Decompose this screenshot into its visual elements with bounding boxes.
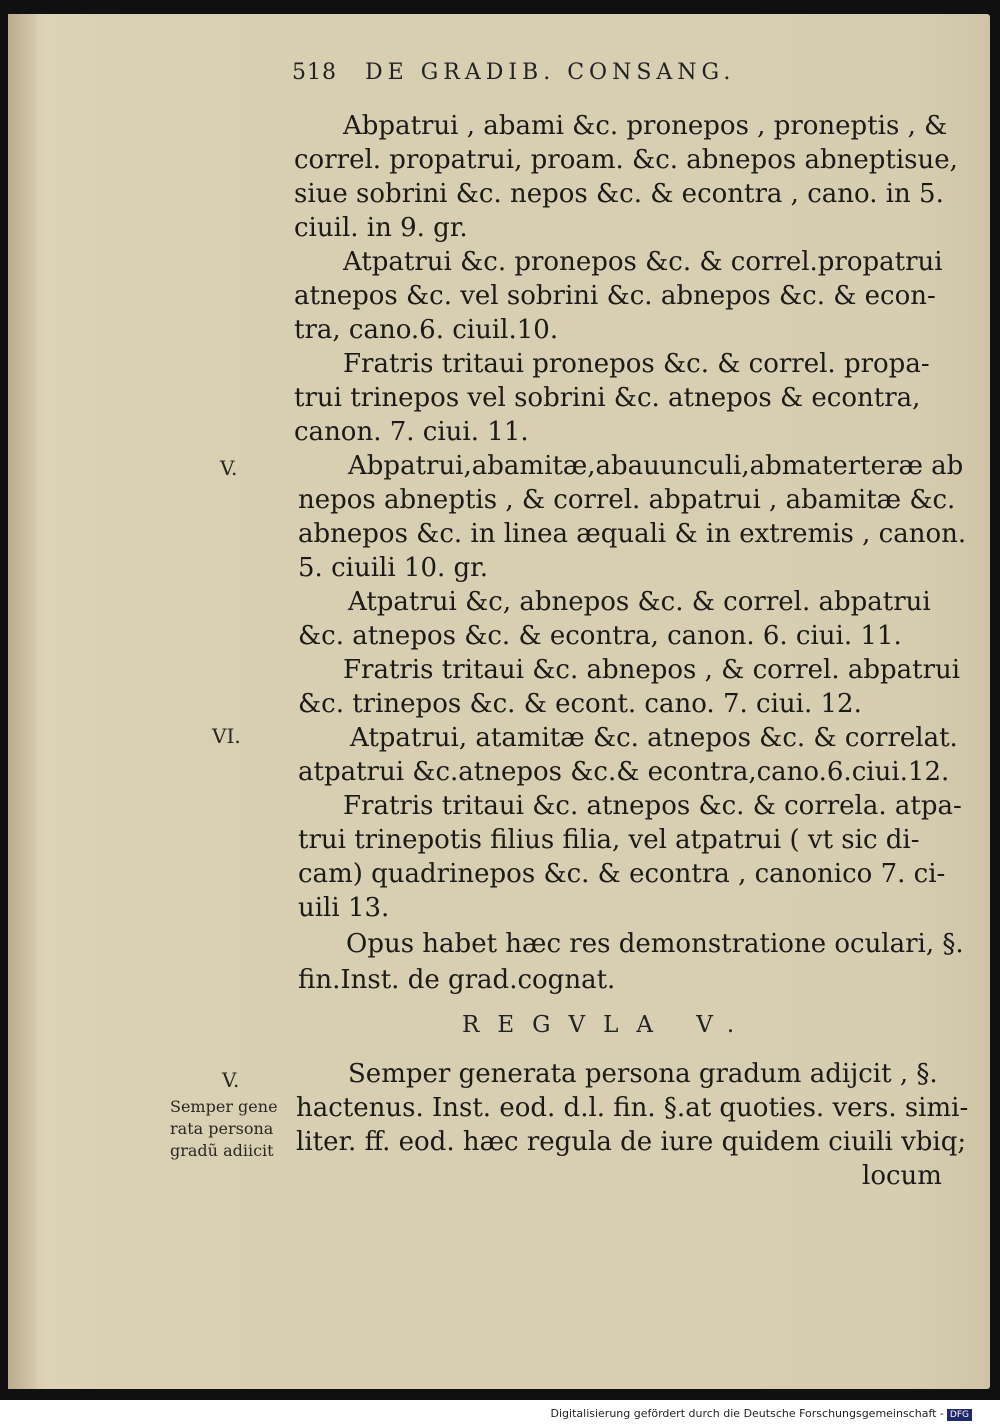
margin-numeral: V. xyxy=(222,1068,240,1092)
footer-credit xyxy=(551,1407,972,1421)
text-line: liter. ff. eod. hæc regula de iure quidem ciuili vbiq; xyxy=(296,1127,967,1157)
text-line: fin.Inst. de grad.cognat. xyxy=(298,965,616,995)
text-line: trui trinepotis filius filia, vel atpatrui ( vt sic di- xyxy=(298,825,920,855)
margin-note-line: Semper gene xyxy=(170,1097,278,1116)
text-line: ciuil. in 9. gr. xyxy=(294,213,468,243)
text-line: &c. trinepos &c. & econt. cano. 7. ciui. 12. xyxy=(298,689,862,719)
text-line: Atpatrui &c, abnepos &c. & correl. abpatrui xyxy=(348,587,931,617)
running-title: DE GRADIB. CONSANG. xyxy=(365,60,736,85)
text-line: abnepos &c. in linea æquali & in extremis , canon. xyxy=(298,519,967,549)
page-number: 518 xyxy=(292,60,337,85)
text-line: atpatrui &c.atnepos &c.& econtra,cano.6.ciui.12. xyxy=(298,757,950,787)
rule-heading: REGVLA V. xyxy=(462,1012,753,1038)
text-line: canon. 7. ciui. 11. xyxy=(294,417,529,447)
margin-note-line: gradũ adiicit xyxy=(170,1141,274,1160)
text-line: correl. propatrui, proam. &c. abnepos abneptisue, xyxy=(294,145,958,175)
text-line: uili 13. xyxy=(298,893,390,923)
text-line: 5. ciuili 10. gr. xyxy=(298,553,488,583)
catchword: locum xyxy=(862,1161,942,1191)
margin-note-line: rata persona xyxy=(170,1119,274,1138)
text-line: &c. atnepos &c. & econtra, canon. 6. ciui. 11. xyxy=(298,621,902,651)
text-line: Abpatrui , abami &c. pronepos , proneptis , & xyxy=(343,111,948,141)
margin-numeral: V. xyxy=(220,456,238,480)
text-line: Opus habet hæc res demonstratione oculari, §. xyxy=(346,929,964,959)
text-line: Fratris tritaui &c. atnepos &c. & correla. atpa- xyxy=(343,791,962,821)
page-gutter xyxy=(8,14,36,1389)
text-line: tra, cano.6. ciuil.10. xyxy=(294,315,559,345)
dfg-logo: DFG xyxy=(947,1409,972,1421)
text-line: hactenus. Inst. eod. d.l. fin. §.at quoties. vers. simi- xyxy=(296,1093,969,1123)
text-line: Fratris tritaui pronepos &c. & correl. propa- xyxy=(343,349,930,379)
footer-text: Digitalisierung gefördert durch die Deutsche Forschungsgemeinschaft - xyxy=(550,1407,944,1420)
margin-numeral: VI. xyxy=(212,724,241,748)
text-line: cam) quadrinepos &c. & econtra , canonico 7. ci- xyxy=(298,859,946,889)
text-line: trui trinepos vel sobrini &c. atnepos & econtra, xyxy=(294,383,921,413)
text-line: Atpatrui, atamitæ &c. atnepos &c. & correlat. xyxy=(350,723,958,753)
text-line: Semper generata persona gradum adijcit , §. xyxy=(348,1059,938,1089)
text-line: nepos abneptis , & correl. abpatrui , abamitæ &c. xyxy=(298,485,956,515)
text-line: atnepos &c. vel sobrini &c. abnepos &c. & econ- xyxy=(294,281,936,311)
text-line: Atpatrui &c. pronepos &c. & correl.propatrui xyxy=(343,247,943,277)
text-line: Fratris tritaui &c. abnepos , & correl. abpatrui xyxy=(343,655,961,685)
running-header xyxy=(292,60,735,85)
text-line: Abpatrui,abamitæ,abauunculi,abmaterteræ ab xyxy=(348,451,964,481)
text-line: siue sobrini &c. nepos &c. & econtra , cano. in 5. xyxy=(294,179,944,209)
